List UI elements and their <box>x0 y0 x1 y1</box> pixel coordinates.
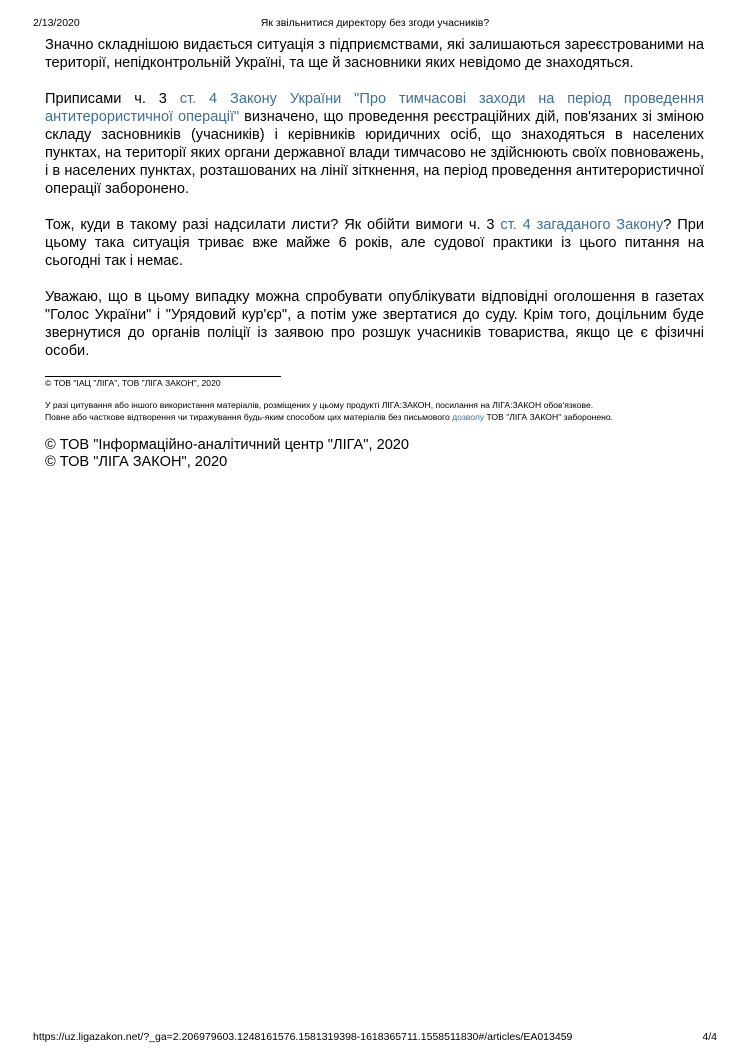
paragraph-1: Значно складнішою видається ситуація з підприємствами, які залишаються зареєстрованими на території, непідконтрольній Україні, та ще й засновники яких невідомо де знаходяться. <box>45 37 704 71</box>
paragraph-3-text-start: Тож, куди в такому разі надсилати листи? Як обійти вимоги ч. 3 <box>45 217 501 233</box>
paragraph-3 <box>45 216 704 270</box>
paragraph-2 <box>45 90 704 198</box>
print-date: 2/13/2020 <box>33 17 80 29</box>
paragraph-3-text-end: ? При цьому така ситуація триває вже майже 6 років, але судової практики із цього питання на сьогодні так і немає. <box>45 217 704 269</box>
usage-notice <box>45 400 704 423</box>
usage-notice-line-2 <box>45 412 704 424</box>
page-url: https://uz.ligazakon.net/?_ga=2.206979603.1248161576.1581319398-1618365711.1558511830#/articles/EA013459 <box>33 1031 573 1043</box>
usage-notice-text-end: ТОВ "ЛІГА ЗАКОН" заборонено. <box>484 411 614 422</box>
paragraph-2-text-end: визначено, що проведення реєстраційних дій, пов'язаних зі зміною складу засновників (учасників) і керівників юридичних осіб, що знаходяться в населених пунктах, на території яких органи державної влади тимчасово не здійснюють своїх повноважень, і в населених пунктах, розташованих на лінії зіткнення, на період проведення антитерористичної операції заборонено. <box>45 109 704 197</box>
copyright-line-2: © ТОВ "ЛІГА ЗАКОН", 2020 <box>45 454 228 470</box>
usage-notice-text-start: Повне або часткове відтворення чи тиражування будь-яким способом цих матеріалів без письмового <box>45 411 453 422</box>
permission-link[interactable]: дозволу <box>452 411 485 422</box>
page-number: 4/4 <box>702 1031 717 1043</box>
law-article-link[interactable]: ст. 4 Закону України "Про тимчасові заходи на період проведення антитерористичної операції" <box>45 91 704 125</box>
print-header <box>33 16 717 30</box>
print-title: Як звільнитися директору без згоди учасників? <box>260 17 490 29</box>
footnote-copyright: © ТОВ "ІАЦ "ЛІГА", ТОВ "ЛІГА ЗАКОН", 2020 <box>45 378 221 388</box>
copyright-line-1: © ТОВ "Інформаційно-аналітичний центр "ЛІГА", 2020 <box>45 437 410 453</box>
mentioned-law-link[interactable]: ст. 4 загаданого Закону <box>500 217 664 233</box>
copyright-block <box>45 437 704 471</box>
paragraph-2-text-start: Приписами ч. 3 <box>45 91 180 107</box>
print-footer <box>33 1030 717 1044</box>
usage-notice-line-1: У разі цитування або іншого використання матеріалів, розміщених у цьому продукті ЛІГА:ЗАКОН, посилання на ЛІГА:ЗАКОН обов'язкове. <box>45 400 594 410</box>
footnote-divider <box>45 376 281 377</box>
article-content <box>45 36 704 471</box>
paragraph-4: Уважаю, що в цьому випадку можна спробувати опублікувати відповідні оголошення в газетах "Голос України" і "Урядовий кур'єр", а потім уже звертатися до суду. Крім того, доцільним буде звернутися до органів поліції із заявою про розшук учасників товариства, якщо це є фізичні особи. <box>45 289 704 359</box>
